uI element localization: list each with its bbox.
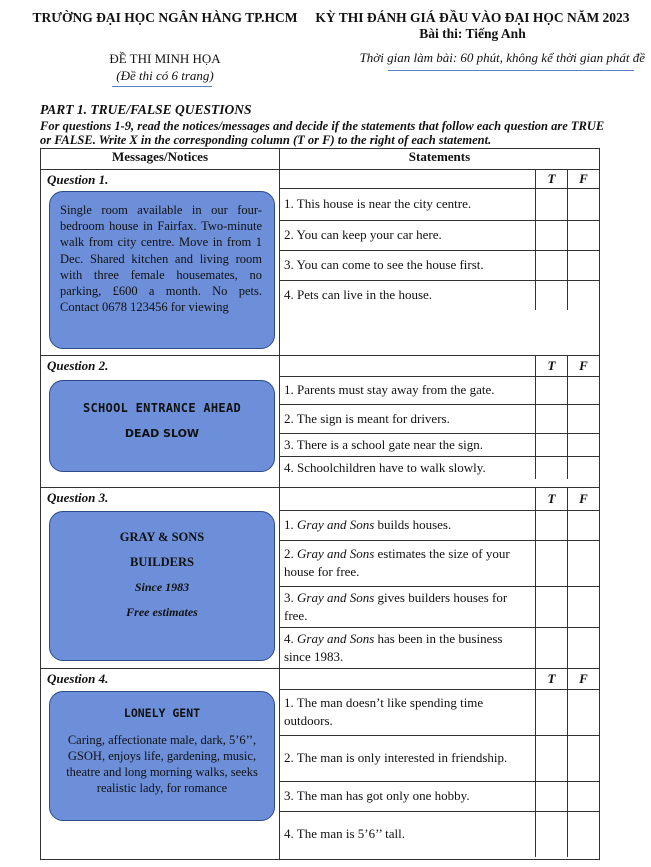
part-instruction: For questions 1-9, read the notices/messages and decide if the statements that follow each question are TRUE or FALSE. Write X in the corresponding column (T or F) to the right of each statement.: [40, 119, 605, 147]
question-label: Question 1.: [47, 172, 109, 187]
statement: 3. You can come to see the house first.: [280, 250, 536, 280]
statement: [280, 627, 536, 668]
notice-box: [49, 691, 275, 821]
true-answer-cell[interactable]: [536, 280, 568, 310]
exam-title: KỲ THI ĐÁNH GIÁ ĐẦU VÀO ĐẠI HỌC NĂM 2023: [315, 10, 630, 25]
company-name: Gray and Sons: [297, 517, 375, 532]
statement: 4. The man is 5’6’’ tall.: [280, 811, 536, 857]
true-answer-cell[interactable]: [536, 376, 568, 404]
notice-heading: GRAY & SONS: [119, 530, 205, 544]
true-answer-cell[interactable]: [536, 456, 568, 479]
notice-box: [49, 511, 275, 661]
false-answer-cell[interactable]: [568, 376, 600, 404]
statement: 3. The man has got only one hobby.: [280, 781, 536, 811]
statements-cell: [280, 669, 600, 860]
notice-since: Since 1983: [134, 580, 190, 594]
true-answer-cell[interactable]: [536, 540, 568, 586]
false-answer-cell[interactable]: [568, 220, 600, 250]
notice-heading: SCHOOL ENTRANCE AHEAD: [82, 401, 242, 415]
notice-cell: [41, 356, 280, 488]
statement-text: gives builders houses for free.: [284, 589, 508, 623]
notice-cell: [41, 170, 280, 356]
statement-number: 2.: [284, 546, 294, 561]
statement: 1. Parents must stay away from the gate.: [280, 376, 536, 404]
true-header: T: [536, 669, 568, 689]
false-answer-cell[interactable]: [568, 781, 600, 811]
statements-cell: [280, 170, 600, 356]
statements-table: [280, 356, 599, 479]
false-header: F: [568, 170, 600, 188]
false-answer-cell[interactable]: [568, 280, 600, 310]
column-header-statements: Statements: [280, 149, 600, 170]
false-answer-cell[interactable]: [568, 456, 600, 479]
question-row: [41, 170, 600, 356]
false-header: F: [568, 356, 600, 376]
notice-cell: [41, 488, 280, 669]
false-answer-cell[interactable]: [568, 433, 600, 456]
notice-text: Caring, affectionate male, dark, 5’6’’, GSOH, enjoys life, gardening, music, theatre and long morning walks, seeks realistic lady, for romance: [66, 733, 258, 795]
false-answer-cell[interactable]: [568, 627, 600, 668]
false-answer-cell[interactable]: [568, 188, 600, 220]
statement-text: estimates the size of your house for free.: [284, 546, 510, 579]
question-label: Question 4.: [47, 671, 109, 686]
false-answer-cell[interactable]: [568, 586, 600, 627]
true-answer-cell[interactable]: [536, 781, 568, 811]
statement: 4. Schoolchildren have to walk slowly.: [280, 456, 536, 479]
exam-header: [300, 10, 645, 42]
statement: [280, 510, 536, 540]
question-row: [41, 488, 600, 669]
question-row: [41, 356, 600, 488]
false-answer-cell[interactable]: [568, 735, 600, 781]
false-answer-cell[interactable]: [568, 811, 600, 857]
page-count: (Đề thi có 6 trang): [116, 68, 214, 83]
company-name: Gray and Sons: [297, 630, 375, 646]
sample-label: ĐỀ THI MINH HỌA: [109, 51, 221, 66]
false-answer-cell[interactable]: [568, 250, 600, 280]
divider-right: [388, 70, 634, 71]
true-answer-cell[interactable]: [536, 689, 568, 735]
statement: [280, 540, 536, 586]
true-answer-cell[interactable]: [536, 627, 568, 668]
question-table: [40, 148, 600, 860]
statement-number: 1.: [284, 517, 294, 532]
true-answer-cell[interactable]: [536, 188, 568, 220]
statement: 3. There is a school gate near the sign.: [280, 433, 536, 456]
notice-cell: [41, 669, 280, 860]
statements-table: [280, 170, 599, 310]
notice-estimates: Free estimates: [126, 605, 198, 619]
statements-table: [280, 488, 599, 668]
true-answer-cell[interactable]: [536, 250, 568, 280]
false-answer-cell[interactable]: [568, 404, 600, 433]
exam-subject: Bài thi: Tiếng Anh: [419, 26, 526, 41]
question-label: Question 3.: [47, 490, 109, 505]
statement: 4. Pets can live in the house.: [280, 280, 536, 310]
statements-cell: [280, 488, 600, 669]
statement: 1. This house is near the city centre.: [280, 188, 536, 220]
true-answer-cell[interactable]: [536, 220, 568, 250]
part-title: PART 1. TRUE/FALSE QUESTIONS: [40, 102, 252, 117]
true-answer-cell[interactable]: [536, 433, 568, 456]
false-header: F: [568, 488, 600, 510]
false-answer-cell[interactable]: [568, 540, 600, 586]
notice-subheading: BUILDERS: [130, 555, 194, 569]
notice-box: [49, 380, 275, 472]
true-header: T: [536, 488, 568, 510]
statement-text: builds houses.: [377, 517, 452, 532]
statement: 2. The man is only interested in friendship.: [280, 735, 536, 781]
notice-text: Single room available in our four-bedroom house in Fairfax. Two-minute walk from city centre. Move in from 1 Dec. Shared kitchen and living room with three female housemates, no parking, £600 a month. No pets. Contact 0678 123456 for viewing: [60, 203, 262, 315]
school-name: TRƯỜNG ĐẠI HỌC NGÂN HÀNG TP.HCM: [32, 10, 298, 25]
notice-subheading: DEAD SLOW: [124, 427, 200, 440]
divider-left: [112, 86, 212, 87]
statements-cell: [280, 356, 600, 488]
true-answer-cell[interactable]: [536, 811, 568, 857]
true-header: T: [536, 356, 568, 376]
company-name: Gray and Sons: [297, 546, 375, 561]
statements-table: [280, 669, 599, 857]
statement-number: 3.: [284, 589, 294, 605]
statement: 1. The man doesn’t like spending time outdoors.: [280, 689, 536, 735]
question-label: Question 2.: [47, 358, 109, 373]
statement: 2. You can keep your car here.: [280, 220, 536, 250]
statement: 2. The sign is meant for drivers.: [280, 404, 536, 433]
false-answer-cell[interactable]: [568, 689, 600, 735]
true-answer-cell[interactable]: [536, 586, 568, 627]
question-row: [41, 669, 600, 860]
true-answer-cell[interactable]: [536, 735, 568, 781]
true-answer-cell[interactable]: [536, 404, 568, 433]
sample-info: [20, 50, 310, 84]
statement-number: 4.: [284, 630, 294, 646]
false-header: F: [568, 669, 600, 689]
exam-time: Thời gian làm bài: 60 phút, không kể thời gian phát đề: [359, 50, 645, 65]
statement-text: has been in the business since 1983.: [284, 630, 503, 664]
false-answer-cell[interactable]: [568, 510, 600, 540]
company-name: Gray and Sons: [297, 589, 375, 605]
column-header-messages: Messages/Notices: [41, 149, 280, 170]
notice-box: [49, 191, 275, 349]
statement: [280, 586, 536, 627]
true-header: T: [536, 170, 568, 188]
true-answer-cell[interactable]: [536, 510, 568, 540]
notice-heading: LONELY GENT: [123, 706, 201, 720]
